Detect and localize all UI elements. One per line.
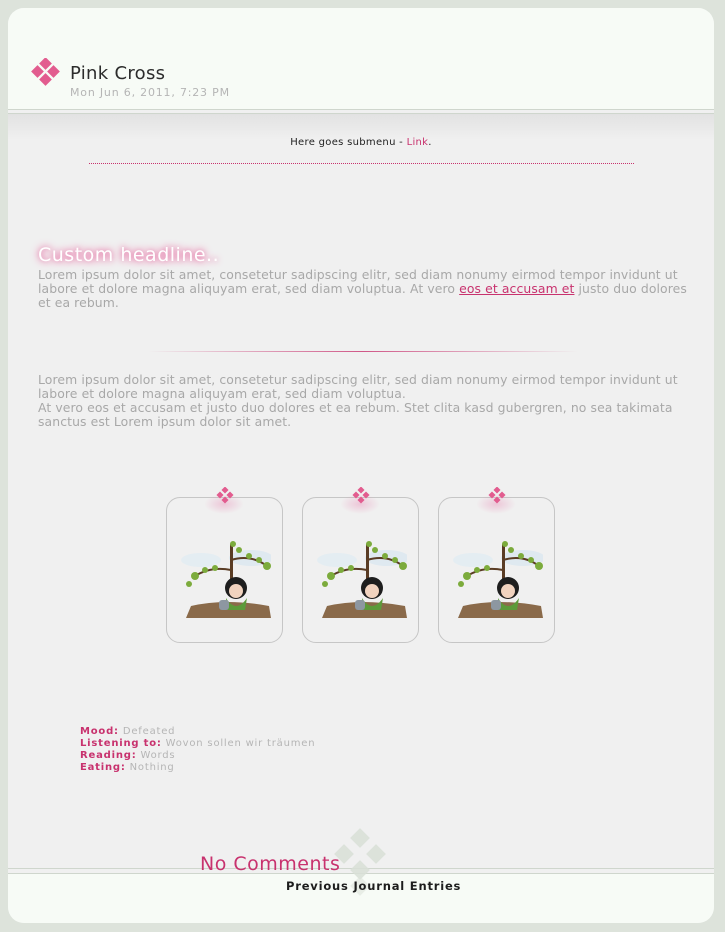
comments-link[interactable]: No Comments: [200, 853, 341, 875]
paragraph-1-text-end: justo duo dolores et ea rebum.: [38, 281, 687, 310]
mood-block: [80, 726, 315, 774]
paragraph-1-text: Lorem ipsum dolor sit amet, consetetur sadipscing elitr, sed diam nonumy eirmod tempor invidunt ut labore et dolore magna aliquyam erat, sed diam voluptua. At vero: [38, 267, 678, 296]
reading-row: [80, 750, 315, 762]
listening-value: Wovon sollen wir träumen: [165, 738, 316, 749]
submenu-divider: [89, 163, 634, 164]
custom-headline: Custom headline..: [38, 244, 220, 266]
paragraph-2-line-2: At vero eos et accusam et justo duo dolores et ea rebum. Stet clita kasd gubergren, no sea takimata sanctus est Lorem ipsum dolor sit amet.: [38, 400, 673, 429]
submenu-text: Here goes submenu -: [290, 137, 407, 148]
mood-row: [80, 726, 315, 738]
paragraph-1: [38, 268, 688, 310]
eating-row: [80, 762, 315, 774]
eating-label: Eating:: [80, 762, 126, 773]
paragraph-2-line-1: Lorem ipsum dolor sit amet, consetetur sadipscing elitr, sed diam nonumy eirmod tempor invidunt ut labore et dolore magna aliquyam erat, sed diam voluptua.: [38, 372, 678, 401]
submenu-suffix: .: [428, 137, 432, 148]
eating-value: Nothing: [129, 762, 175, 773]
paragraph-1-link[interactable]: eos et accusam et: [459, 281, 575, 296]
submenu: [8, 137, 714, 148]
reading-value: Words: [140, 750, 176, 761]
listening-label: Listening to:: [80, 738, 162, 749]
doll-tree-image: [181, 540, 271, 618]
thumbnail-1[interactable]: [166, 497, 283, 643]
header: [8, 8, 714, 110]
post-date: Mon Jun 6, 2011, 7:23 PM: [70, 86, 230, 99]
page-title: Pink Cross: [70, 63, 166, 84]
doll-tree-image: [453, 540, 543, 618]
listening-row: [80, 738, 315, 750]
reading-label: Reading:: [80, 750, 137, 761]
doll-tree-image: [317, 540, 407, 618]
content-divider: [148, 351, 578, 352]
header-divider: [8, 109, 714, 110]
pink-cross-small-icon: [215, 487, 235, 507]
paragraph-2: [38, 373, 688, 429]
mood-value: Defeated: [122, 726, 176, 737]
pink-cross-small-icon: [351, 487, 371, 507]
thumbnail-3[interactable]: [438, 497, 555, 643]
pink-cross-logo-icon: [28, 58, 64, 94]
submenu-link[interactable]: Link: [406, 137, 429, 148]
previous-entries-link[interactable]: Previous Journal Entries: [286, 879, 462, 893]
journal-frame: [8, 8, 714, 923]
mood-label: Mood:: [80, 726, 119, 737]
pink-cross-small-icon: [487, 487, 507, 507]
thumbnail-2[interactable]: [302, 497, 419, 643]
